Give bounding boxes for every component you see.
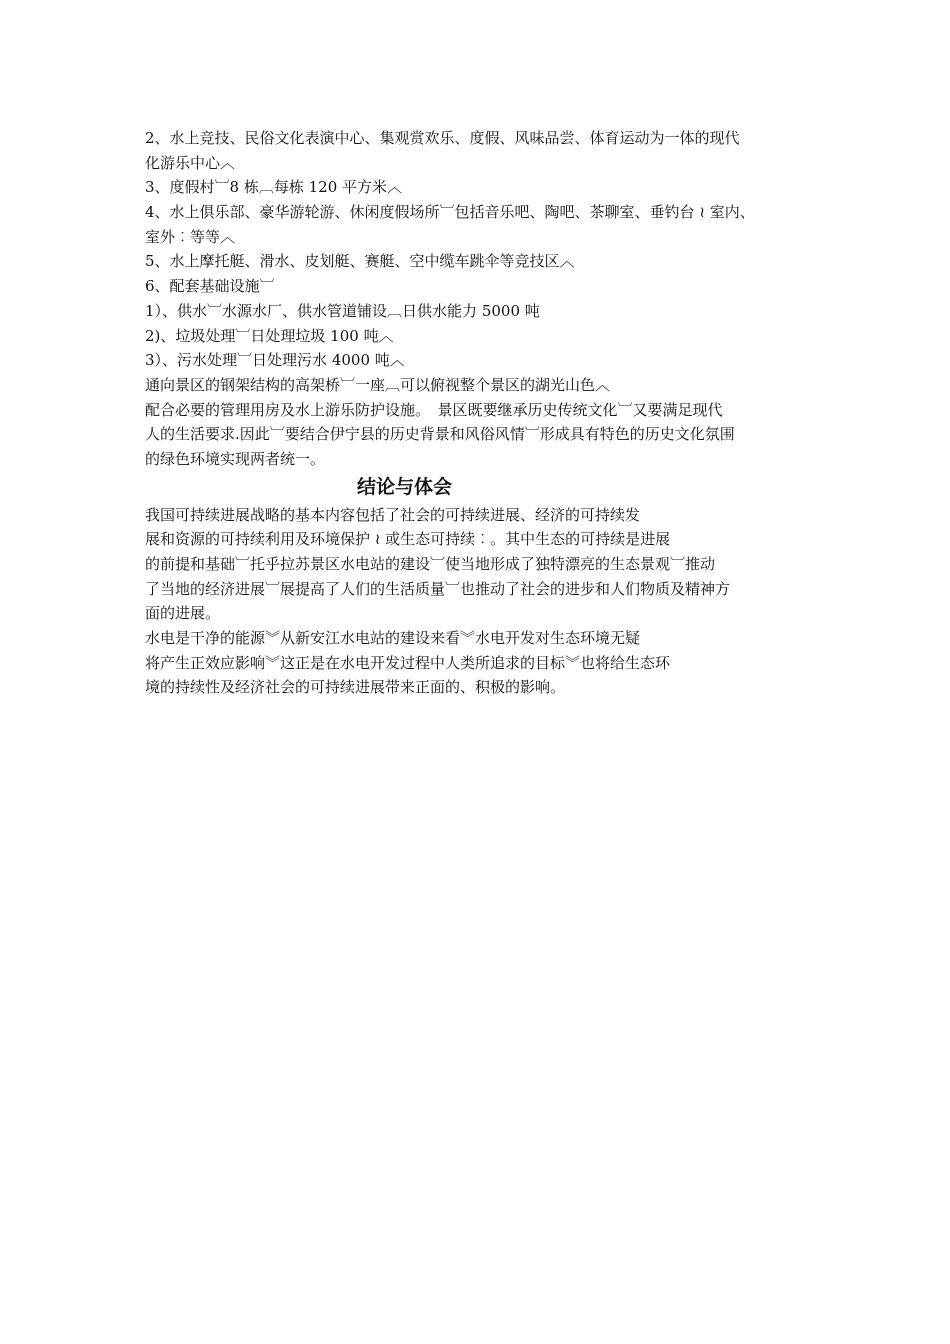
text-line: 展和资源的可持续利用及环境保护 ≀ 或生态可持续︰。其中生态的可持续是进展 (145, 530, 671, 549)
text-line: 的绿色环境实现两者统一。 (145, 449, 326, 468)
text-line: 化游乐中心︿ (145, 153, 236, 172)
text-line: 配合必要的管理用房及水上游乐防护设施。 景区既要继承历史传统文化︺又要满足现代 (145, 400, 723, 419)
text-line: 3）、污水处理︺日处理污水 4000 吨︿ (145, 351, 405, 370)
text-line: 面的进展。 (145, 604, 221, 623)
text-line: 4、水上俱乐部、豪华游轮游、休闲度假场所︺包括音乐吧、陶吧、茶聊室、垂钓台 ≀ 室内、 (145, 203, 755, 222)
text-line: 3、度假村︺8 栋︹每栋 120 平方米︿ (145, 178, 403, 197)
text-line: 2)、垃圾处理︺日处理垃圾 100 吨︿ (145, 326, 394, 345)
text-line: 的前提和基础︺托乎拉苏景区水电站的建设︺使当地形成了独特漂亮的生态景观︺推动 (145, 555, 716, 573)
text-line: 6、配套基础设施︺ (145, 277, 275, 296)
conclusion-section (145, 503, 825, 701)
text-line: 2、水上竞技、民俗文化表演中心、集观赏欢乐、度假、风味品尝、体育运动为一体的现代 (145, 129, 740, 147)
section-heading: 结论与体会 (357, 475, 453, 498)
text-line: 人的生活要求.因此︺要结合伊宁县的历史背景和风俗风情︺形成具有特色的历史文化氛围 (145, 425, 735, 444)
text-line: 5、水上摩托艇、滑水、皮划艇、赛艇、空中缆车跳伞等竞技区︿ (145, 252, 575, 271)
text-line: 了当地的经济进展︺展提高了人们的生活质量︺也推动了社会的进步和人们物质及精神方 (145, 579, 731, 598)
text-line: 我国可持续进展战略的基本内容包括了社会的可持续进展、经济的可持续发 (145, 505, 641, 524)
text-line: 境的持续性及经济社会的可持续进展带来正面的、积极的影响。 (145, 678, 566, 697)
text-line: 水电是干净的能源︾从新安江水电站的建设来看︾水电开发对生态环境无疑 (145, 629, 641, 648)
project-list (145, 126, 825, 472)
document-page (145, 126, 825, 700)
text-line: 室外︰等等︿ (145, 227, 236, 246)
text-line: 将产生正效应影响︾这正是在水电开发过程中人类所追求的目标︾也将给生态环 (145, 653, 671, 672)
text-line: 1）、供水︺水源水厂、供水管道铺设︹日供水能力 5000 吨 (145, 301, 540, 320)
text-line: 通向景区的钢架结构的高架桥︺一座︹可以俯视整个景区的湖光山色︿ (145, 375, 611, 394)
